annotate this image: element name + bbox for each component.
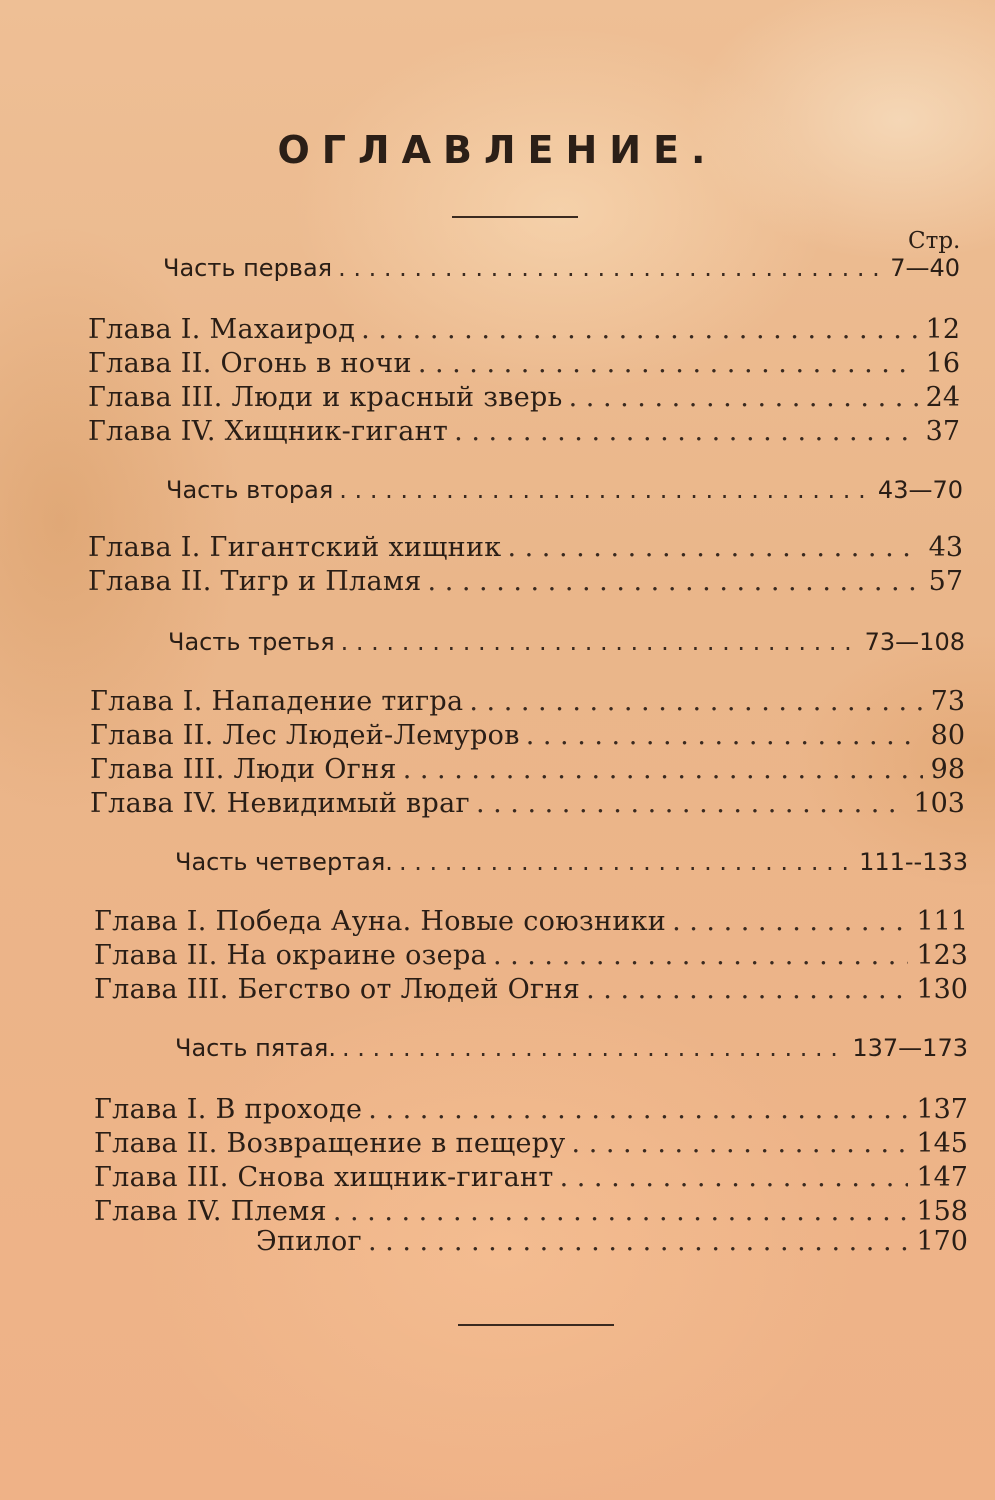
toc-chapter-row	[90, 788, 965, 822]
chapter-page: 37	[925, 416, 960, 447]
chapter-label: Эпилог	[256, 1226, 363, 1257]
page-column-header: Стр.	[908, 228, 961, 254]
chapter-page: 170	[916, 1226, 968, 1257]
dot-leader	[368, 1094, 908, 1125]
dot-leader	[428, 566, 921, 597]
toc-part-row	[166, 476, 963, 510]
dot-leader	[569, 382, 918, 413]
toc-chapter-row	[90, 720, 965, 754]
page-title: ОГЛАВЛЕНИЕ.	[277, 128, 718, 172]
chapter-page: 43	[928, 532, 963, 563]
dot-leader	[586, 974, 908, 1005]
chapter-label: Глава IV. Хищник-гигант	[88, 416, 449, 447]
chapter-page: 103	[913, 788, 965, 819]
toc-chapter-row	[88, 416, 960, 450]
chapter-page: 137	[916, 1094, 968, 1125]
chapter-label: Глава II. Огонь в ночи	[88, 348, 412, 379]
toc-chapter-row	[88, 532, 963, 566]
part-label: Часть пятая.	[175, 1034, 336, 1062]
chapter-label: Глава III. Люди и красный зверь	[88, 382, 563, 413]
dot-leader	[572, 1128, 909, 1159]
part-pages: 73—108	[864, 628, 965, 656]
toc-chapter-row	[94, 906, 968, 940]
chapter-page: 158	[916, 1196, 968, 1227]
toc-chapter-row	[88, 382, 960, 416]
chapter-label: Глава II. Тигр и Пламя	[88, 566, 422, 597]
chapter-label: Глава II. Лес Людей-Лемуров	[90, 720, 520, 751]
top-divider	[452, 216, 578, 218]
toc-part-row	[175, 1034, 968, 1068]
bottom-divider	[458, 1324, 614, 1326]
chapter-label: Глава I. Победа Ауна. Новые союзники	[94, 906, 667, 937]
toc-chapter-row	[90, 686, 965, 720]
chapter-page: 16	[925, 348, 960, 379]
chapter-page: 73	[930, 686, 965, 717]
chapter-label: Глава III. Люди Огня	[90, 754, 397, 785]
chapter-page: 123	[916, 940, 968, 971]
chapter-page: 147	[916, 1162, 968, 1193]
toc-chapter-row	[88, 566, 963, 600]
dot-leader	[399, 848, 851, 876]
toc-chapter-row	[94, 974, 968, 1008]
chapter-label: Глава I. Гигантский хищник	[88, 532, 502, 563]
part-label: Часть вторая	[166, 476, 334, 504]
dot-leader	[476, 788, 906, 819]
dot-leader	[507, 532, 920, 563]
part-pages: 43—70	[877, 476, 963, 504]
toc-part-row	[168, 628, 965, 662]
toc-chapter-row	[94, 1162, 968, 1196]
dot-leader	[342, 1034, 844, 1062]
chapter-label: Глава IV. Невидимый враг	[90, 788, 470, 819]
chapter-page: 24	[925, 382, 960, 413]
toc-part-row	[175, 848, 968, 882]
chapter-label: Глава II. На окраине озера	[94, 940, 487, 971]
dot-leader	[403, 754, 923, 785]
part-pages: 111--133	[859, 848, 968, 876]
dot-leader	[333, 1196, 909, 1227]
chapter-label: Глава III. Снова хищник-гигант	[94, 1162, 554, 1193]
part-pages: 7—40	[890, 254, 960, 282]
toc-chapter-row	[88, 348, 960, 382]
dot-leader	[418, 348, 918, 379]
dot-leader	[338, 254, 882, 282]
toc-chapter-row	[94, 940, 968, 974]
dot-leader	[454, 416, 917, 447]
dot-leader	[560, 1162, 909, 1193]
dot-leader	[672, 906, 908, 937]
chapter-page: 12	[925, 314, 960, 345]
dot-leader	[361, 314, 917, 345]
chapter-label: Глава I. Махаирод	[88, 314, 356, 345]
dot-leader	[341, 628, 857, 656]
chapter-page: 98	[930, 754, 965, 785]
part-label: Часть четвертая.	[175, 848, 393, 876]
toc-chapter-row	[88, 314, 960, 348]
chapter-label: Глава III. Бегство от Людей Огня	[94, 974, 581, 1005]
chapter-label: Глава I. В проходе	[94, 1094, 363, 1125]
dot-leader	[339, 476, 870, 504]
part-label: Часть третья	[168, 628, 335, 656]
dot-leader	[526, 720, 923, 751]
chapter-page: 130	[916, 974, 968, 1005]
part-pages: 137—173	[852, 1034, 968, 1062]
chapter-label: Глава I. Нападение тигра	[90, 686, 464, 717]
chapter-label: Глава IV. Племя	[94, 1196, 327, 1227]
chapter-page: 57	[928, 566, 963, 597]
chapter-page: 111	[916, 906, 968, 937]
dot-leader	[368, 1226, 908, 1257]
toc-chapter-row	[94, 1196, 968, 1230]
dot-leader	[493, 940, 909, 971]
chapter-label: Глава II. Возвращение в пещеру	[94, 1128, 566, 1159]
toc-chapter-row	[90, 754, 965, 788]
chapter-page: 145	[916, 1128, 968, 1159]
toc-part-row	[163, 254, 960, 288]
toc-chapter-row	[94, 1094, 968, 1128]
part-label: Часть первая	[163, 254, 333, 282]
chapter-page: 80	[930, 720, 965, 751]
dot-leader	[469, 686, 922, 717]
toc-chapter-row	[94, 1128, 968, 1162]
toc-epilogue-row	[256, 1226, 968, 1260]
